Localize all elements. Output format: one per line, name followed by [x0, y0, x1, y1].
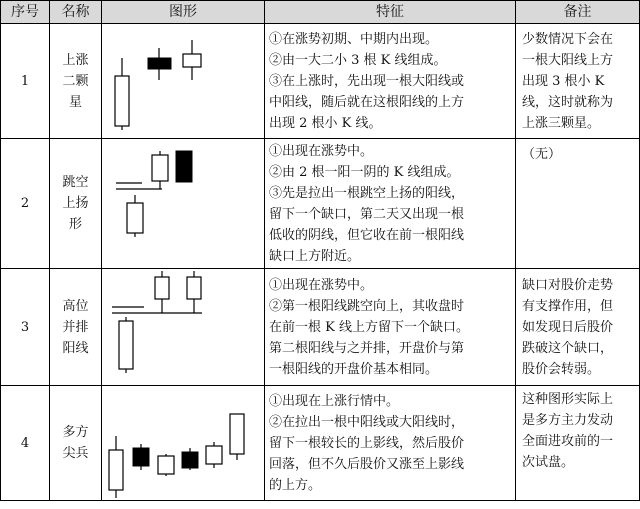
yin-candle: [176, 151, 192, 182]
row-note: [516, 24, 640, 139]
row-name: [50, 24, 102, 139]
small-yang-candle: [158, 456, 174, 474]
table-row: [1, 269, 640, 386]
header-feature: 特征: [265, 1, 516, 24]
feature-line: ③先是拉出一根跳空上扬的阳线，: [269, 185, 465, 201]
name-line: 上涨: [62, 52, 89, 68]
gap-yang-candle: [152, 155, 168, 181]
feature-line: 第二根阳线与之并排，开盘价与第: [269, 340, 465, 356]
feature-line: 在前一根 K 线上方留下一个缺口。: [269, 319, 469, 335]
note-line: 出现 3 根小 K: [522, 73, 605, 89]
pattern-figure: [102, 386, 265, 501]
name-line: 形: [68, 217, 82, 232]
name-line: 上扬: [62, 196, 89, 211]
prior-yang-candle: [127, 203, 143, 233]
feature-line: 低收的阴线，但它收在前一根阳线: [269, 227, 465, 243]
pattern-figure: [102, 269, 265, 386]
feature-line: ②在拉出一根中阳线或大阳线时，: [269, 414, 465, 430]
large-yang-candle: [115, 76, 129, 126]
name-line: 阳线: [62, 340, 89, 356]
feature-line: 出现 2 根小 K 线。: [269, 115, 382, 131]
header-index: 序号: [1, 1, 50, 24]
pattern-figure: [102, 24, 265, 139]
name-line: 二颗: [62, 73, 89, 89]
header-name: 名称: [50, 1, 102, 24]
table-row: [1, 139, 640, 269]
row-index: 1: [1, 24, 50, 139]
feature-line: 留下一个缺口，第二天又出现一根: [269, 206, 465, 222]
breakout-yang-candle: [230, 414, 244, 454]
row-name: [50, 386, 102, 501]
feature-line: ①出现在涨势中。: [269, 277, 374, 293]
small-yin-candle: [148, 58, 171, 69]
row-name: [50, 269, 102, 386]
feature-line: ③在上涨时，先出现一根大阳线或: [269, 73, 465, 89]
name-line: 跳空: [62, 175, 89, 190]
first-parallel-yang-candle: [155, 277, 169, 299]
row-feature: [265, 24, 516, 139]
candlestick-figure-rising-two-stars: [102, 24, 264, 138]
candlestick-figure-bull-pioneer: [102, 386, 264, 500]
header-note: 备注: [516, 1, 640, 24]
feature-line: ②第一根阳线跳空向上，其收盘时: [269, 298, 465, 314]
row-index: 3: [1, 269, 50, 386]
name-line: 高位: [62, 298, 89, 314]
row-feature: [265, 139, 516, 269]
feature-line: 一根阳线的开盘价基本相同。: [269, 361, 439, 377]
note-line: 如发现日后股价: [522, 319, 614, 335]
feature-line: ②由一大二小 3 根 K 线组成。: [269, 52, 447, 68]
table-row: [1, 24, 640, 139]
note-line: 有支撑作用，但: [522, 298, 614, 314]
row-index: 2: [1, 139, 50, 269]
feature-line: ①出现在涨势中。: [269, 143, 374, 159]
note-line: 上涨三颗星。: [522, 115, 601, 131]
note-line: 是多方主力发动: [522, 413, 614, 428]
feature-line: 留下一根较长的上影线，然后股价: [269, 435, 465, 451]
feature-line: ①在涨势初期、中期内出现。: [269, 31, 439, 47]
table-row: [1, 386, 640, 501]
name-line: 多方: [62, 425, 89, 440]
candlestick-figure-parallel-yang: [102, 269, 264, 385]
header-figure: 图形: [102, 1, 265, 24]
second-parallel-yang-candle: [187, 277, 201, 299]
row-index: 4: [1, 386, 50, 501]
small-yang-candle: [206, 446, 222, 464]
yin-candle: [133, 448, 149, 466]
feature-line: 缺口上方附近。: [269, 248, 361, 264]
note-line: 线，这时就称为: [522, 94, 614, 110]
note-line: 跌破这个缺口，: [522, 340, 614, 356]
row-note: [516, 386, 640, 501]
note-line: 缺口对股价走势: [522, 277, 614, 293]
feature-line: ②由 2 根一阳一阴的 K 线组成。: [269, 164, 460, 180]
note-line: 股价会转弱。: [522, 361, 601, 377]
prior-yang-candle: [119, 321, 133, 369]
candlestick-figure-gap-up: [102, 139, 264, 268]
row-feature: [265, 269, 516, 386]
row-note: [516, 139, 640, 269]
feature-line: 中阳线，随后就在这根阳线的上方: [269, 94, 465, 110]
name-line: 星: [68, 94, 82, 110]
feature-line: ①出现在上涨行情中。: [269, 393, 400, 409]
small-yang-candle: [183, 54, 201, 67]
header-row: [1, 1, 640, 24]
yang-candle-long-shadow: [109, 450, 123, 490]
note-line: （无）: [522, 147, 562, 162]
note-line: 少数情况下会在: [522, 31, 614, 47]
row-feature: [265, 386, 516, 501]
yin-candle: [182, 452, 198, 468]
row-name: [50, 139, 102, 269]
note-line: 全面进攻前的一: [522, 434, 614, 449]
row-note: [516, 269, 640, 386]
feature-line: 回落，但不久后股价又涨至上影线: [269, 456, 465, 472]
name-line: 尖兵: [62, 446, 89, 461]
name-line: 并排: [62, 319, 89, 335]
note-line: 次试盘。: [522, 455, 575, 470]
note-line: 这种图形实际上: [522, 392, 614, 407]
feature-line: 的上方。: [269, 477, 322, 493]
note-line: 一根大阳线上方: [522, 52, 614, 68]
pattern-figure: [102, 139, 265, 269]
